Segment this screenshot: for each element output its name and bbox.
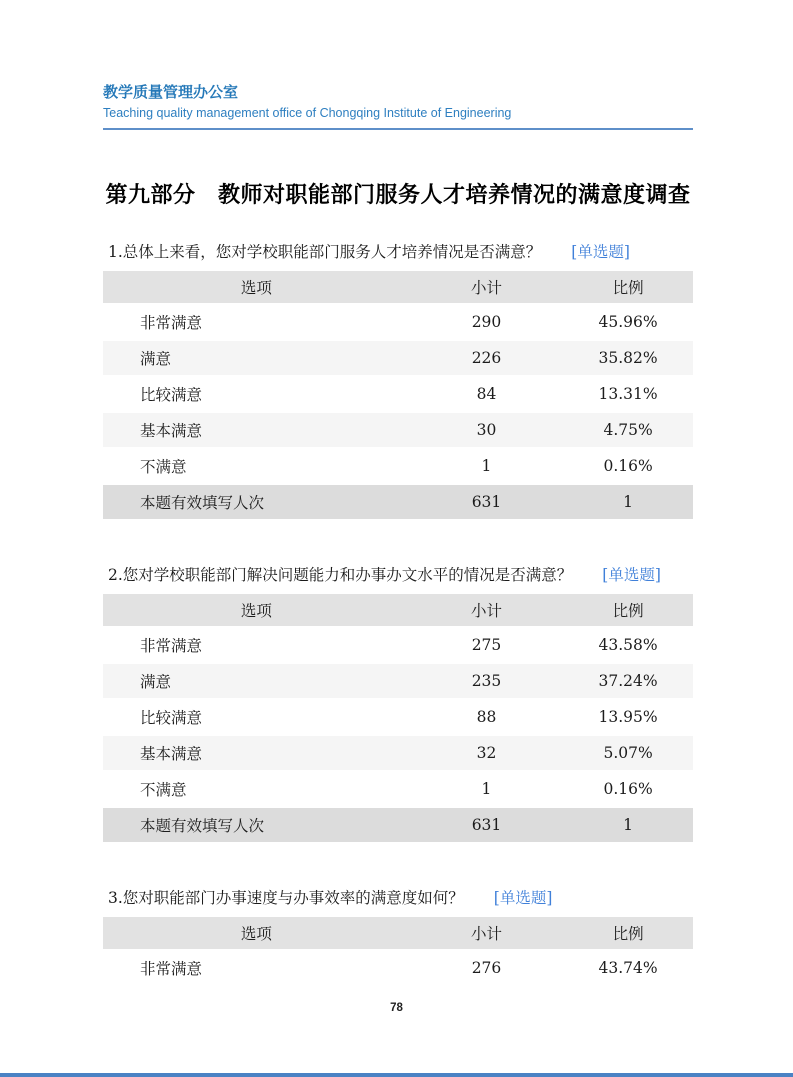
question-line: [108, 242, 693, 262]
count-cell: 235: [410, 663, 563, 699]
header-divider: [103, 128, 693, 130]
table-header-row: [103, 917, 693, 950]
option-cell: 本题有效填写人次: [103, 807, 410, 843]
option-cell: 本题有效填写人次: [103, 484, 410, 520]
survey-table: [103, 917, 693, 987]
ratio-cell: 37.24%: [563, 663, 693, 699]
column-header: 比例: [563, 271, 693, 304]
table-row: [103, 771, 693, 807]
option-cell: 比较满意: [103, 376, 410, 412]
table-row: [103, 950, 693, 986]
question-section: [103, 565, 693, 844]
ratio-cell: 0.16%: [563, 448, 693, 484]
ratio-cell: 5.07%: [563, 735, 693, 771]
question-type-tag: [单选题]: [493, 888, 553, 907]
column-header: 选项: [103, 271, 410, 304]
table-row: [103, 627, 693, 663]
count-cell: 276: [410, 950, 563, 986]
column-header: 比例: [563, 917, 693, 950]
table-row: [103, 663, 693, 699]
option-cell: 非常满意: [103, 627, 410, 663]
ratio-cell: 4.75%: [563, 412, 693, 448]
table-row: [103, 735, 693, 771]
ratio-cell: 1: [563, 484, 693, 520]
option-cell: 基本满意: [103, 412, 410, 448]
count-cell: 32: [410, 735, 563, 771]
count-cell: 631: [410, 484, 563, 520]
survey-table: [103, 594, 693, 844]
option-cell: 不满意: [103, 448, 410, 484]
ratio-cell: 43.74%: [563, 950, 693, 986]
ratio-cell: 13.31%: [563, 376, 693, 412]
count-cell: 226: [410, 340, 563, 376]
option-cell: 比较满意: [103, 699, 410, 735]
table-header-row: [103, 271, 693, 304]
count-cell: 1: [410, 448, 563, 484]
count-cell: 275: [410, 627, 563, 663]
option-cell: 满意: [103, 340, 410, 376]
column-header: 选项: [103, 917, 410, 950]
option-cell: 非常满意: [103, 304, 410, 340]
option-cell: 非常满意: [103, 950, 410, 986]
ratio-cell: 45.96%: [563, 304, 693, 340]
questions-container: [103, 242, 693, 987]
table-row: [103, 304, 693, 340]
count-cell: 84: [410, 376, 563, 412]
table-row: [103, 376, 693, 412]
ratio-cell: 1: [563, 807, 693, 843]
column-header: 选项: [103, 594, 410, 627]
question-line: [108, 888, 693, 908]
option-cell: 基本满意: [103, 735, 410, 771]
table-row: [103, 448, 693, 484]
question-type-tag: [单选题]: [571, 242, 630, 261]
question-section: [103, 888, 693, 987]
table-row: [103, 807, 693, 843]
survey-table: [103, 271, 693, 521]
question-line: [108, 565, 693, 585]
count-cell: 30: [410, 412, 563, 448]
footer-divider: [0, 1073, 793, 1077]
question-text: 3.您对职能部门办事速度与办事效率的满意度如何？: [108, 888, 464, 907]
ratio-cell: 43.58%: [563, 627, 693, 663]
table-row: [103, 412, 693, 448]
page-number: 78: [390, 1002, 403, 1014]
option-cell: 满意: [103, 663, 410, 699]
org-name-cn: 教学质量管理办公室: [103, 84, 239, 101]
column-header: 小计: [410, 271, 563, 304]
table-row: [103, 484, 693, 520]
ratio-cell: 13.95%: [563, 699, 693, 735]
count-cell: 631: [410, 807, 563, 843]
table-row: [103, 699, 693, 735]
question-text: 2.您对学校职能部门解决问题能力和办事办文水平的情况是否满意？: [108, 565, 573, 584]
org-name-en: Teaching quality management office of Chongqing Institute of Engineering: [103, 105, 512, 120]
question-section: [103, 242, 693, 521]
ratio-cell: 0.16%: [563, 771, 693, 807]
question-text: 1.总体上来看，您对学校职能部门服务人才培养情况是否满意？: [108, 242, 542, 261]
count-cell: 290: [410, 304, 563, 340]
section-title: 第九部分 教师对职能部门服务人才培养情况的满意度调查: [105, 181, 691, 207]
table-header-row: [103, 594, 693, 627]
column-header: 比例: [563, 594, 693, 627]
column-header: 小计: [410, 594, 563, 627]
option-cell: 不满意: [103, 771, 410, 807]
question-type-tag: [单选题]: [602, 565, 661, 584]
count-cell: 1: [410, 771, 563, 807]
table-row: [103, 340, 693, 376]
column-header: 小计: [410, 917, 563, 950]
document-header: [103, 84, 693, 130]
ratio-cell: 35.82%: [563, 340, 693, 376]
count-cell: 88: [410, 699, 563, 735]
